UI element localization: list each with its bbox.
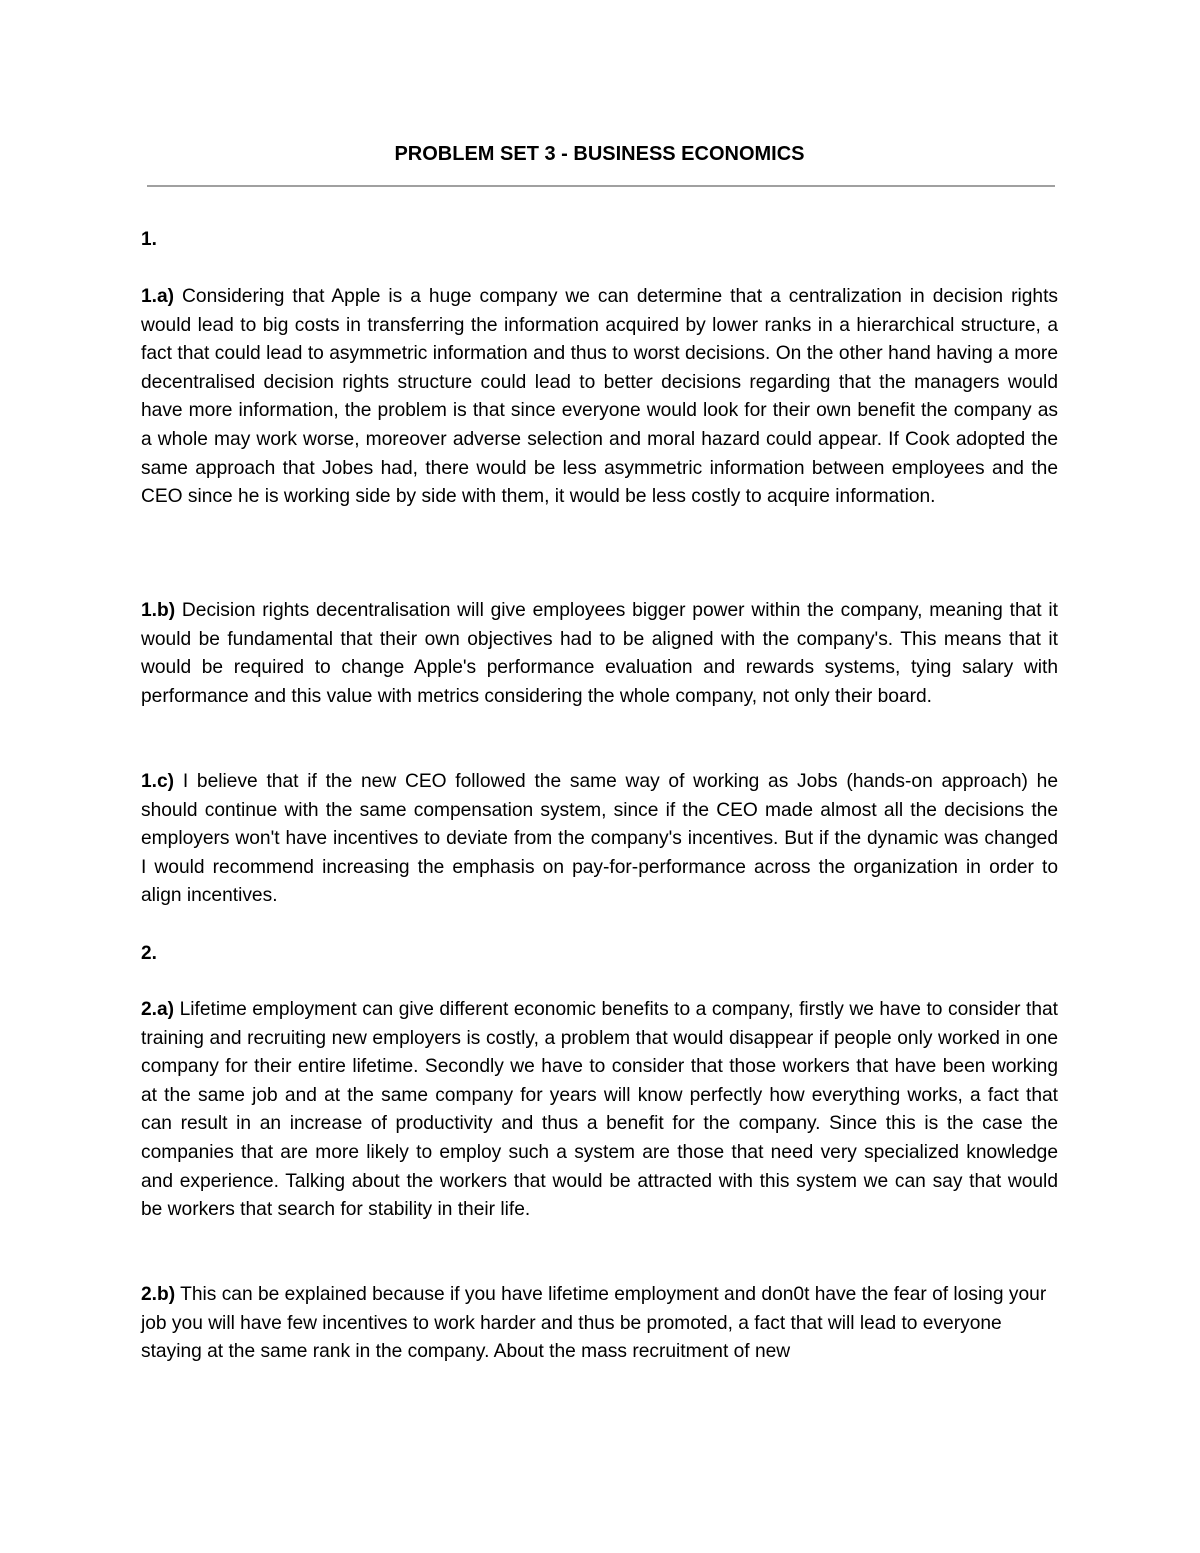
title-divider bbox=[147, 185, 1055, 187]
answer-1b bbox=[141, 597, 1058, 711]
answer-label-1c: 1.c) bbox=[141, 771, 175, 792]
answer-label-2b: 2.b) bbox=[141, 1284, 176, 1305]
answer-text-2b: This can be explained because if you have lifetime employment and don0t have the fear of losing your job you will have few incentives to work harder and thus be promoted, a fact that will lead to everyone staying at the same rank in the company. About the mass recruitment of new bbox=[141, 1284, 1047, 1363]
answer-text-1b: Decision rights decentralisation will give employees bigger power within the company, meaning that it would be fundamental that their own objectives had to be aligned with the company's. This means that it would be required to change Apple's performance evaluation and rewards systems, tying salary with performance and this value with metrics considering the whole company, not only their board. bbox=[141, 600, 1058, 707]
answer-label-2a: 2.a) bbox=[141, 999, 175, 1020]
answer-2a bbox=[141, 996, 1058, 1225]
section-number-2: 2. bbox=[141, 943, 157, 964]
section-number-1: 1. bbox=[141, 229, 157, 250]
answer-1c bbox=[141, 768, 1058, 911]
answer-text-1c: I believe that if the new CEO followed the same way of working as Jobs (hands-on approach) he should continue with the same compensation system, since if the CEO made almost all the decisions the employers won't have incentives to deviate from the company's incentives. But if the dynamic was changed I would recommend increasing the emphasis on pay-for-performance across the organization in order to align incentives. bbox=[141, 771, 1058, 907]
answer-1a bbox=[141, 283, 1058, 512]
document-title: PROBLEM SET 3 - BUSINESS ECONOMICS bbox=[394, 143, 805, 165]
answer-label-1a: 1.a) bbox=[141, 286, 175, 307]
answer-label-1b: 1.b) bbox=[141, 600, 176, 621]
answer-text-2a: Lifetime employment can give different economic benefits to a company, firstly we have to consider that training and recruiting new employers is costly, a problem that would disappear if people only worked in one company for their entire lifetime. Secondly we have to consider that those workers that have been working at the same job and at the same company for years will know perfectly how everything works, a fact that can result in an increase of productivity and thus a benefit for the company. Since this is the case the companies that are more likely to employ such a system are those that need very specialized knowledge and experience. Talking about the workers that would be attracted with this system we can say that would be workers that search for stability in their life. bbox=[141, 999, 1058, 1221]
answer-text-1a: Considering that Apple is a huge company we can determine that a centralization in decision rights would lead to big costs in transferring the information acquired by lower ranks in a hierarchical structure, a fact that could lead to asymmetric information and thus to worst decisions. On the other hand having a more decentralised decision rights structure could lead to better decisions regarding that the managers would have more information, the problem is that since everyone would look for their own benefit the company as a whole may work worse, moreover adverse selection and moral hazard could appear. If Cook adopted the same approach that Jobes had, there would be less asymmetric information between employees and the CEO since he is working side by side with them, it would be less costly to acquire information. bbox=[141, 286, 1058, 508]
answer-2b bbox=[141, 1281, 1051, 1367]
